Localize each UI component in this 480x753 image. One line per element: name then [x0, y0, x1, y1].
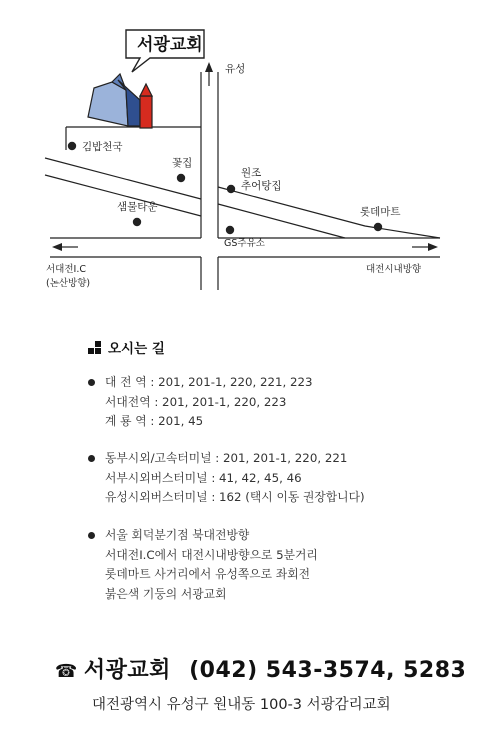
list-item: 서부시외버스터미널 : 41, 42, 45, 46: [105, 470, 302, 485]
nonsan-direction-label: (논산방향): [46, 278, 91, 289]
directions-title: [88, 337, 165, 357]
list-item: 붉은색 기둥의 서광교회: [105, 586, 227, 601]
daejeon-city-label: 대전시내방향: [366, 264, 422, 275]
bullet-icon: [88, 379, 95, 386]
bullet-icon: [88, 532, 95, 539]
terminal-directions: [88, 449, 365, 508]
car-directions: [88, 526, 318, 604]
flower-marker: [177, 174, 185, 182]
list-item: 대 전 역 : 201, 201-1, 220, 221, 223: [88, 373, 313, 393]
saemmul-marker: [133, 218, 141, 226]
gimbap-label: 김밥천국: [82, 141, 123, 153]
church-name: 서광교회: [83, 658, 171, 683]
yuseong-label: 유성: [225, 63, 246, 75]
lotte-label: 롯데마트: [360, 206, 401, 218]
gs-marker: [226, 226, 234, 234]
list-item: 계 룡 역 : 201, 45: [105, 414, 204, 428]
location-map: [0, 0, 480, 310]
wonjo-label-1: 원조: [241, 167, 262, 179]
flower-label: 꽃집: [172, 157, 193, 169]
bullet-icon: [88, 455, 95, 462]
saemmul-label: 샘물타운: [117, 201, 158, 213]
gimbap-marker: [68, 142, 76, 150]
train-directions: [88, 373, 313, 432]
address: 대전광역시 유성구 원내동 100-3 서광감리교회: [92, 697, 391, 713]
wonjo-label-2: 추어탕집: [241, 180, 282, 192]
church-callout-label: 서광교회: [137, 35, 203, 55]
telephone-icon: ☎: [55, 661, 78, 682]
lotte-marker: [374, 223, 382, 231]
list-item: 서울 회덕분기점 북대전방향: [88, 526, 318, 546]
list-item: 동부시외/고속터미널 : 201, 201-1, 220, 221: [88, 449, 365, 469]
directions-title-text: 오시는 길: [108, 341, 165, 357]
seodaejeon-ic-label: 서대전I.C: [46, 264, 86, 275]
list-item: 롯데마트 사거리에서 유성쪽으로 좌회전: [105, 567, 310, 581]
phone-number: (042) 543-3574, 5283: [189, 658, 467, 683]
church-callout: [126, 30, 204, 72]
list-item: 유성시외버스터미널 : 162 (택시 이동 권장합니다): [105, 490, 365, 504]
list-item: 서대전I.C에서 대전시내방향으로 5분거리: [105, 547, 318, 562]
list-item: 서대전역 : 201, 201-1, 220, 223: [105, 394, 287, 409]
gs-label: GS주유소: [224, 238, 265, 249]
section-mark-icon: [88, 341, 102, 355]
wonjo-marker: [227, 185, 235, 193]
contact-line: [55, 653, 466, 684]
church-building-icon: [88, 74, 152, 128]
